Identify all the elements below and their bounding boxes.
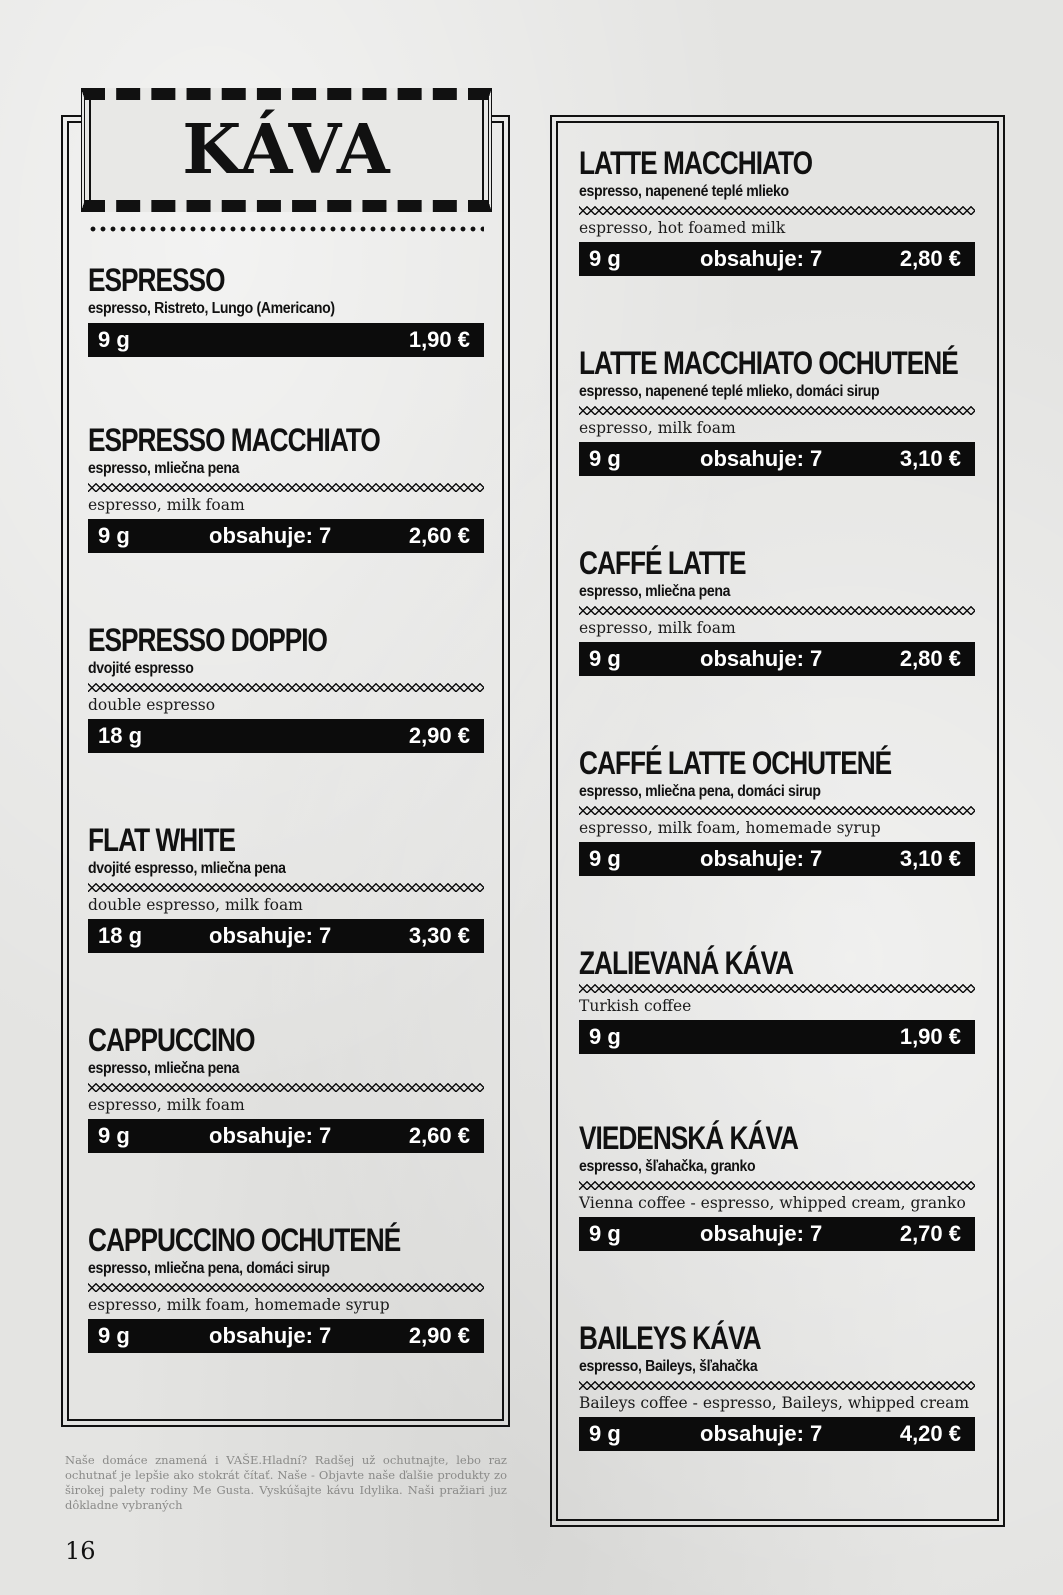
item-price: 1,90 € bbox=[899, 1024, 961, 1049]
menu-item bbox=[579, 1320, 975, 1451]
menu-item bbox=[579, 1120, 975, 1251]
price-bar bbox=[88, 1319, 484, 1353]
item-price: 3,10 € bbox=[899, 446, 961, 471]
item-price: 2,60 € bbox=[408, 523, 470, 548]
price-bar bbox=[579, 1217, 975, 1251]
item-description-en: Baileys coffee - espresso, Baileys, whipped cream bbox=[579, 1394, 970, 1412]
menu-item bbox=[579, 145, 975, 276]
item-name: LATTE MACCHIATO bbox=[579, 145, 813, 181]
item-price: 4,20 € bbox=[899, 1421, 961, 1446]
section-title: KÁVA bbox=[182, 110, 391, 190]
item-price: 3,30 € bbox=[408, 923, 470, 948]
menu-item bbox=[579, 345, 975, 476]
menu-item bbox=[579, 745, 975, 876]
wavy-divider bbox=[88, 1082, 484, 1092]
item-description-sk: espresso, mliečna pena bbox=[579, 583, 731, 600]
wavy-divider bbox=[88, 882, 484, 892]
price-bar bbox=[88, 719, 484, 753]
item-description-sk: espresso, mliečna pena bbox=[88, 1060, 240, 1077]
item-allergens: obsahuje: 7 bbox=[209, 923, 332, 948]
item-allergens: obsahuje: 7 bbox=[209, 1123, 332, 1148]
item-description-sk: espresso, mliečna pena, domáci sirup bbox=[88, 1260, 330, 1277]
item-price: 2,90 € bbox=[408, 723, 470, 748]
item-description-en: espresso, milk foam bbox=[88, 1096, 245, 1114]
price-bar bbox=[88, 1119, 484, 1153]
item-weight: 9 g bbox=[589, 1221, 621, 1246]
item-description-sk: espresso, mliečna pena bbox=[88, 460, 240, 477]
item-allergens: obsahuje: 7 bbox=[700, 646, 823, 671]
menu-item bbox=[88, 1222, 484, 1353]
item-allergens: obsahuje: 7 bbox=[700, 846, 823, 871]
item-weight: 9 g bbox=[589, 1421, 621, 1446]
wavy-divider bbox=[579, 983, 975, 993]
item-description-sk: espresso, šľahačka, granko bbox=[579, 1158, 756, 1175]
item-description-sk: espresso, Baileys, šľahačka bbox=[579, 1358, 758, 1375]
wavy-divider bbox=[88, 1282, 484, 1292]
menu-item bbox=[579, 545, 975, 676]
item-weight: 9 g bbox=[589, 1024, 621, 1049]
menu-item bbox=[579, 945, 975, 1054]
item-weight: 9 g bbox=[589, 246, 621, 271]
item-allergens: obsahuje: 7 bbox=[700, 1221, 823, 1246]
item-description-en: espresso, milk foam bbox=[579, 419, 736, 437]
wavy-divider bbox=[579, 405, 975, 415]
menu-item bbox=[88, 1022, 484, 1153]
item-weight: 9 g bbox=[98, 523, 130, 548]
item-description-en: espresso, milk foam bbox=[579, 619, 736, 637]
item-allergens: obsahuje: 7 bbox=[209, 523, 332, 548]
price-bar bbox=[579, 642, 975, 676]
item-name: CAFFÉ LATTE bbox=[579, 545, 746, 581]
item-name: CAPPUCCINO bbox=[88, 1022, 255, 1058]
item-price: 1,90 € bbox=[408, 327, 470, 352]
item-allergens: obsahuje: 7 bbox=[209, 1323, 332, 1348]
item-description-en: double espresso bbox=[88, 696, 216, 714]
price-bar bbox=[88, 323, 484, 357]
wavy-divider bbox=[579, 1380, 975, 1390]
wavy-divider bbox=[88, 682, 484, 692]
menu-item bbox=[88, 262, 484, 357]
item-weight: 18 g bbox=[98, 923, 143, 948]
item-description-en: espresso, milk foam, homemade syrup bbox=[88, 1296, 390, 1314]
item-weight: 9 g bbox=[98, 327, 130, 352]
wavy-divider bbox=[579, 605, 975, 615]
item-description-en: espresso, hot foamed milk bbox=[579, 219, 786, 237]
wavy-divider bbox=[579, 1180, 975, 1190]
menu-item bbox=[88, 622, 484, 753]
price-bar bbox=[88, 919, 484, 953]
item-description-sk: dvojité espresso, mliečna pena bbox=[88, 860, 286, 877]
price-bar bbox=[579, 1020, 975, 1054]
item-weight: 9 g bbox=[589, 846, 621, 871]
item-price: 2,80 € bbox=[899, 246, 961, 271]
price-bar bbox=[579, 1417, 975, 1451]
price-bar bbox=[579, 442, 975, 476]
item-description-en: double espresso, milk foam bbox=[88, 896, 303, 914]
item-description-sk: dvojité espresso bbox=[88, 660, 194, 677]
item-weight: 9 g bbox=[98, 1123, 130, 1148]
menu-item bbox=[88, 422, 484, 553]
menu-item bbox=[88, 822, 484, 953]
item-description-en: Vienna coffee - espresso, whipped cream, granko bbox=[579, 1194, 966, 1212]
item-price: 2,90 € bbox=[408, 1323, 470, 1348]
item-description-sk: espresso, Ristreto, Lungo (Americano) bbox=[88, 300, 335, 317]
item-name: CAFFÉ LATTE OCHUTENÉ bbox=[579, 745, 892, 781]
wavy-divider bbox=[88, 482, 484, 492]
item-price: 2,70 € bbox=[899, 1221, 961, 1246]
item-name: ESPRESSO DOPPIO bbox=[88, 622, 327, 658]
item-name: ESPRESSO MACCHIATO bbox=[88, 422, 380, 458]
item-weight: 9 g bbox=[589, 646, 621, 671]
wavy-divider bbox=[579, 205, 975, 215]
item-description-en: espresso, milk foam, homemade syrup bbox=[579, 819, 881, 837]
item-name: FLAT WHITE bbox=[88, 822, 236, 858]
page-number: 16 bbox=[65, 1537, 96, 1565]
item-description-sk: espresso, napenené teplé mlieko bbox=[579, 183, 789, 200]
item-weight: 18 g bbox=[98, 723, 143, 748]
item-price: 3,10 € bbox=[899, 846, 961, 871]
item-price: 2,80 € bbox=[899, 646, 961, 671]
dotted-divider bbox=[88, 226, 484, 232]
item-weight: 9 g bbox=[98, 1323, 130, 1348]
item-name: VIEDENSKÁ KÁVA bbox=[579, 1120, 799, 1156]
item-name: CAPPUCCINO OCHUTENÉ bbox=[88, 1222, 401, 1258]
item-description-sk: espresso, mliečna pena, domáci sirup bbox=[579, 783, 821, 800]
item-weight: 9 g bbox=[589, 446, 621, 471]
title-frame bbox=[81, 88, 492, 212]
footer-note: Naše domáce znamená i VAŠE.Hladní? Radšej už ochutnajte, lebo raz ochutnať je lepšie ako stokrát čítať. Naše - Objavte naše ďalšie produkty zo širokej palety rodiny Me Gusta. Vyskúšajte kávu Idylika. Naši pražiari juz dôkladne vybraných bbox=[65, 1453, 507, 1512]
item-allergens: obsahuje: 7 bbox=[700, 1421, 823, 1446]
item-allergens: obsahuje: 7 bbox=[700, 246, 823, 271]
item-name: LATTE MACCHIATO OCHUTENÉ bbox=[579, 345, 958, 381]
price-bar bbox=[88, 519, 484, 553]
item-name: BAILEYS KÁVA bbox=[579, 1320, 761, 1356]
wavy-divider bbox=[579, 805, 975, 815]
item-price: 2,60 € bbox=[408, 1123, 470, 1148]
item-name: ZALIEVANÁ KÁVA bbox=[579, 945, 794, 981]
price-bar bbox=[579, 842, 975, 876]
price-bar bbox=[579, 242, 975, 276]
item-allergens: obsahuje: 7 bbox=[700, 446, 823, 471]
item-description-en: espresso, milk foam bbox=[88, 496, 245, 514]
item-name: ESPRESSO bbox=[88, 262, 225, 298]
item-description-sk: espresso, napenené teplé mlieko, domáci sirup bbox=[579, 383, 880, 400]
item-description-en: Turkish coffee bbox=[579, 997, 692, 1015]
